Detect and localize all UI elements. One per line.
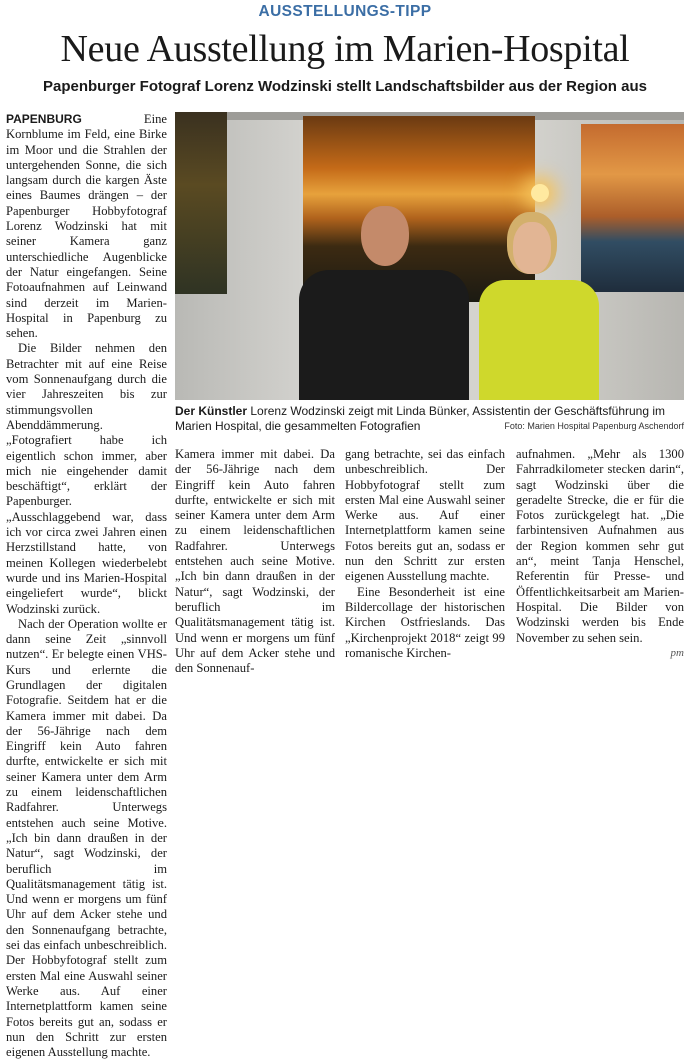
figure-face [513, 222, 551, 274]
figure-head [361, 206, 409, 266]
photographer-figure [299, 206, 469, 400]
exhibition-photo [175, 112, 684, 400]
paragraph-4-start: Eine Besonderheit ist eine Bildercollage der historischen Kirchen Ostfrieslands. Das „Kirchenprojekt 2018“ zeigt 99 romanische Kirchen- [345, 584, 505, 660]
paragraph-3-end: gang betrachte, sei das einfach unbeschreiblich. Der Hobbyfotograf stellt zum ersten Mal eine Auswahl seiner Werke aus. Auf einer Internetplattform kamen seine Fotos bereits gut an, sodass er nun den Schritt zur ersten eigenen Ausstellung machte. [345, 447, 505, 584]
article-subheadline: Papenburger Fotograf Lorenz Wodzinski stellt Landschaftsbilder aus der Region aus [43, 78, 647, 95]
article-column-3 [345, 447, 505, 661]
paragraph-2: Die Bilder nehmen den Betrachter mit auf eine Reise vom Sonnenaufgang durch die vier Jahreszeiten bis zur stimmungsvollen Abenddämmerung. „Fotografiert habe ich eigentlich schon immer, aber mich nie eingehender damit beschäftigt“, erklärt der Papenburger. „Ausschlaggebend war, dass ich vor circa zwei Jahren einen Herzstillstand hatte, von meinen Kollegen wiederbelebt wurde und ins Marien-Hospital eingeliefert wurde“, blickt Wodzinski zurück. [6, 341, 167, 616]
sun-shape [531, 184, 549, 202]
article-column-4 [516, 447, 684, 661]
paragraph-3-start: Nach der Operation wollte er dann seine Zeit „sinnvoll nutzen“. Er belegte einen VHS-Kurs und erlernte die Grundlagen der digitalen Fotografie. Seitdem hat er die Kamera immer mit dabei. Da der 56-Jährige nach dem Eingriff kein Auto fahren durfte, entwickelte er sich mit seiner Kamera unter dem Arm zu einem leidenschaftlichen Radfahrer. Unterwegs entstehen auch seine Motive. „Ich bin dann draußen in der Natur“, sagt Wodzinski, der beruflich im Qualitätsmanagement tätig ist. Und wenn er morgens um fünf Uhr auf dem Acker stehe und den Sonnenaufgang betrachte, sei das einfach unbeschreiblich. Der Hobbyfotograf stellt zum ersten Mal eine Auswahl seiner Werke aus. Auf einer Internetplattform kamen seine Fotos bereits gut an, sodass er nun den Schritt zur ersten eigenen Ausstellung machte. [6, 616, 167, 1060]
article-byline: pm [670, 646, 684, 659]
paragraph-4-end: aufnahmen. „Mehr als 1300 Fahrradkilometer stecken darin“, sagt Wodzinski über die geradelte Strecke, die er für die Fotos zurückgelegt hat. „Die farbintensiven Aufnahmen aus der Region kommen sehr gut an“, meint Tanja Henschel, Referentin für Presse- und Öffentlichkeitsarbeit am Marien-Hospital. Die Bilder von Wodzinski werden bis Ende November zu sehen sein. [516, 447, 684, 645]
article-kicker: AUSSTELLUNGS-TIPP [258, 3, 432, 20]
paragraph-1: Eine Kornblume im Feld, eine Birke im Moor und die Strahlen der untergehenden Sonne, die sich langsam durch die kargen Äste eines Baumes drängen – der Papenburger Hobbyfotograf Lorenz Wodzinski hat mit seiner Kamera ganz unterschiedliche Augenblicke der Natur eingefangen. Seine Fotoaufnahmen auf Leinwand sind derzeit im Marien-Hospital in Papenburg zu sehen. [6, 112, 167, 341]
article-headline: Neue Ausstellung im Marien-Hospital [60, 28, 630, 70]
article-column-1 [6, 112, 167, 1060]
figure-body [479, 280, 599, 400]
caption-text: Lorenz Wodzinski zeigt mit Linda Bünker, Assistentin der Geschäftsführung im Marien Hospital, die gesammelten Fotografien [175, 404, 666, 433]
dateline: PAPENBURG [6, 112, 82, 126]
photo-credit: Foto: Marien Hospital Papenburg Aschendorf [504, 421, 684, 431]
caption-lead: Der Künstler [175, 404, 248, 418]
artwork-left [175, 112, 227, 294]
article-column-2 [175, 447, 335, 676]
paragraph-3-continued: Kamera immer mit dabei. Da der 56-Jährige nach dem Eingriff kein Auto fahren durfte, entwickelte er sich mit seiner Kamera unter dem Arm zu einem leidenschaftlichen Radfahrer. Unterwegs entstehen auch seine Motive. „Ich bin dann draußen in der Natur“, sagt Wodzinski, der beruflich im Qualitätsmanagement tätig ist. Und wenn er morgens um fünf Uhr auf dem Acker stehe und den Sonnenauf- [175, 447, 335, 676]
figure-body [299, 270, 469, 400]
assistant-figure [479, 212, 599, 400]
